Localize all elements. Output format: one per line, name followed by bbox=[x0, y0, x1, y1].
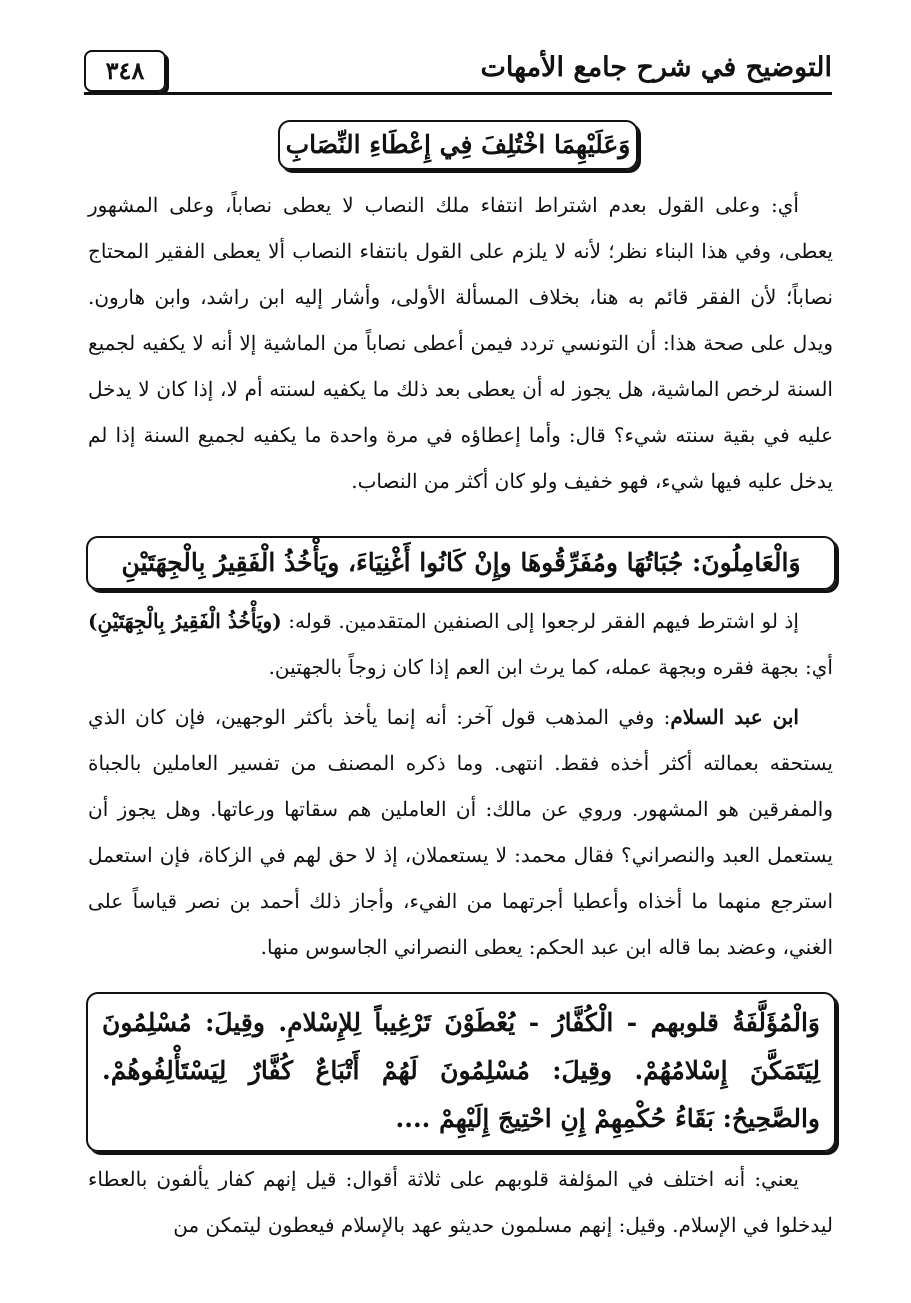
commentary-paragraph-1 bbox=[88, 182, 833, 504]
cited-scholar-name: ابن عبد السلام bbox=[670, 705, 799, 729]
commentary-text-1: أي: وعلى القول بعدم اشتراط انتفاء ملك النصاب لا يعطى نصاباً، وعلى المشهور يعطى، وفي هذا البناء نظر؛ لأنه لا يلزم على القول بانتفاء النصاب ألا يعطى الفقير المحتاج نصاباً؛ لأن الفقر قائم به هنا، بخلاف المسألة الأولى، وأشار إليه ابن راشد، وابن هارون. ويدل على صحة هذا: أن التونسي تردد فيمن أعطى نصاباً من الماشية إلا أنه لا يكفيه لجميع السنة لرخص الماشية، هل يجوز له أن يعطى بعد ذلك ما يكفيه لسنته أم لا، إذا كان لا يدخل عليه في بقية سنته شيء؟ قال: وأما إعطاؤه في مرة واحدة ما يكفيه لجميع السنة إذا لم يدخل عليه فيها شيء، فهو خفيف ولو كان أكثر من النصاب. bbox=[88, 193, 833, 493]
commentary-text-2a: إذ لو اشترط فيهم الفقر لرجعوا إلى الصنفين المتقدمين. قوله: bbox=[281, 609, 799, 633]
commentary-text-3: : وفي المذهب قول آخر: أنه إنما يأخذ بأكثر الوجهين، فإن كان الذي يستحقه بعمالته أكثر أخذه فقط. انتهى. وما ذكره المصنف من تفسير العاملين بالجباة والمفرقين هو المشهور. وروي عن مالك: أن العاملين هم سقاتها ورعاتها. وهل يجوز أن يستعمل العبد والنصراني؟ فقال محمد: لا يستعملان، إذ لا حق لهم في الزكاة، فإن استعمل استرجع منهما ما أخذاه وأعطيا أجرتهما من الفيء، وأجاز ذلك أحمد بن نصر قياساً على الغني، وعضد بما قاله ابن عبد الحكم: يعطى النصراني الجاسوس منها. bbox=[88, 705, 833, 959]
commentary-paragraph-2 bbox=[88, 598, 833, 690]
matn-quote: (ويَأْخُذُ الْفَقِيرُ بِالْجِهَتَيْنِ) bbox=[88, 609, 282, 633]
commentary-paragraph-3 bbox=[88, 694, 833, 970]
matn-box-nisab: وَعَلَيْهِمَا اخْتُلِفَ فِي إِعْطَاءِ النِّصَابِ bbox=[278, 120, 638, 170]
page-number-badge: ٣٤٨ bbox=[84, 50, 166, 92]
matn-box-amilun: وَالْعَامِلُونَ: جُبَاتُهَا ومُفَرِّقُوهَا وإِنْ كَانُوا أَغْنِيَاءَ، ويَأْخُذُ الْفَقِيرُ بِالْجِهَتَيْنِ bbox=[86, 536, 836, 590]
commentary-text-2b: أي: بجهة فقره وبجهة عمله، كما يرث ابن العم إذا كان زوجاً بالجهتين. bbox=[268, 655, 833, 679]
running-title: التوضيح في شرح جامع الأمهات bbox=[480, 52, 832, 83]
matn-box-muallafa: وَالْمُؤَلَّفَةُ قلوبهم - الْكُفَّارُ - يُعْطَوْنَ تَرْغِيباً لِلإِسْلامِ. وقِيلَ: مُسْلِمُونَ لِيَتَمَكَّنَ إِسْلامُهُمْ. وقِيلَ: مُسْلِمُونَ لَهُمْ أَتْبَاعٌ كُفَّارٌ لِيَسْتَأْلِفُوهُمْ. والصَّحِيحُ: بَقَاءُ حُكْمِهِمْ إِنِ احْتِيجَ إِلَيْهِمْ .... bbox=[86, 992, 836, 1152]
commentary-text-4: يعني: أنه اختلف في المؤلفة قلوبهم على ثلاثة أقوال: قيل إنهم كفار يألفون بالعطاء ليدخلوا في الإسلام. وقيل: إنهم مسلمون حديثو عهد بالإسلام فيعطون ليتمكن من bbox=[88, 1167, 833, 1237]
header-rule bbox=[84, 92, 832, 95]
page-header bbox=[84, 50, 832, 96]
commentary-paragraph-4 bbox=[88, 1156, 833, 1248]
